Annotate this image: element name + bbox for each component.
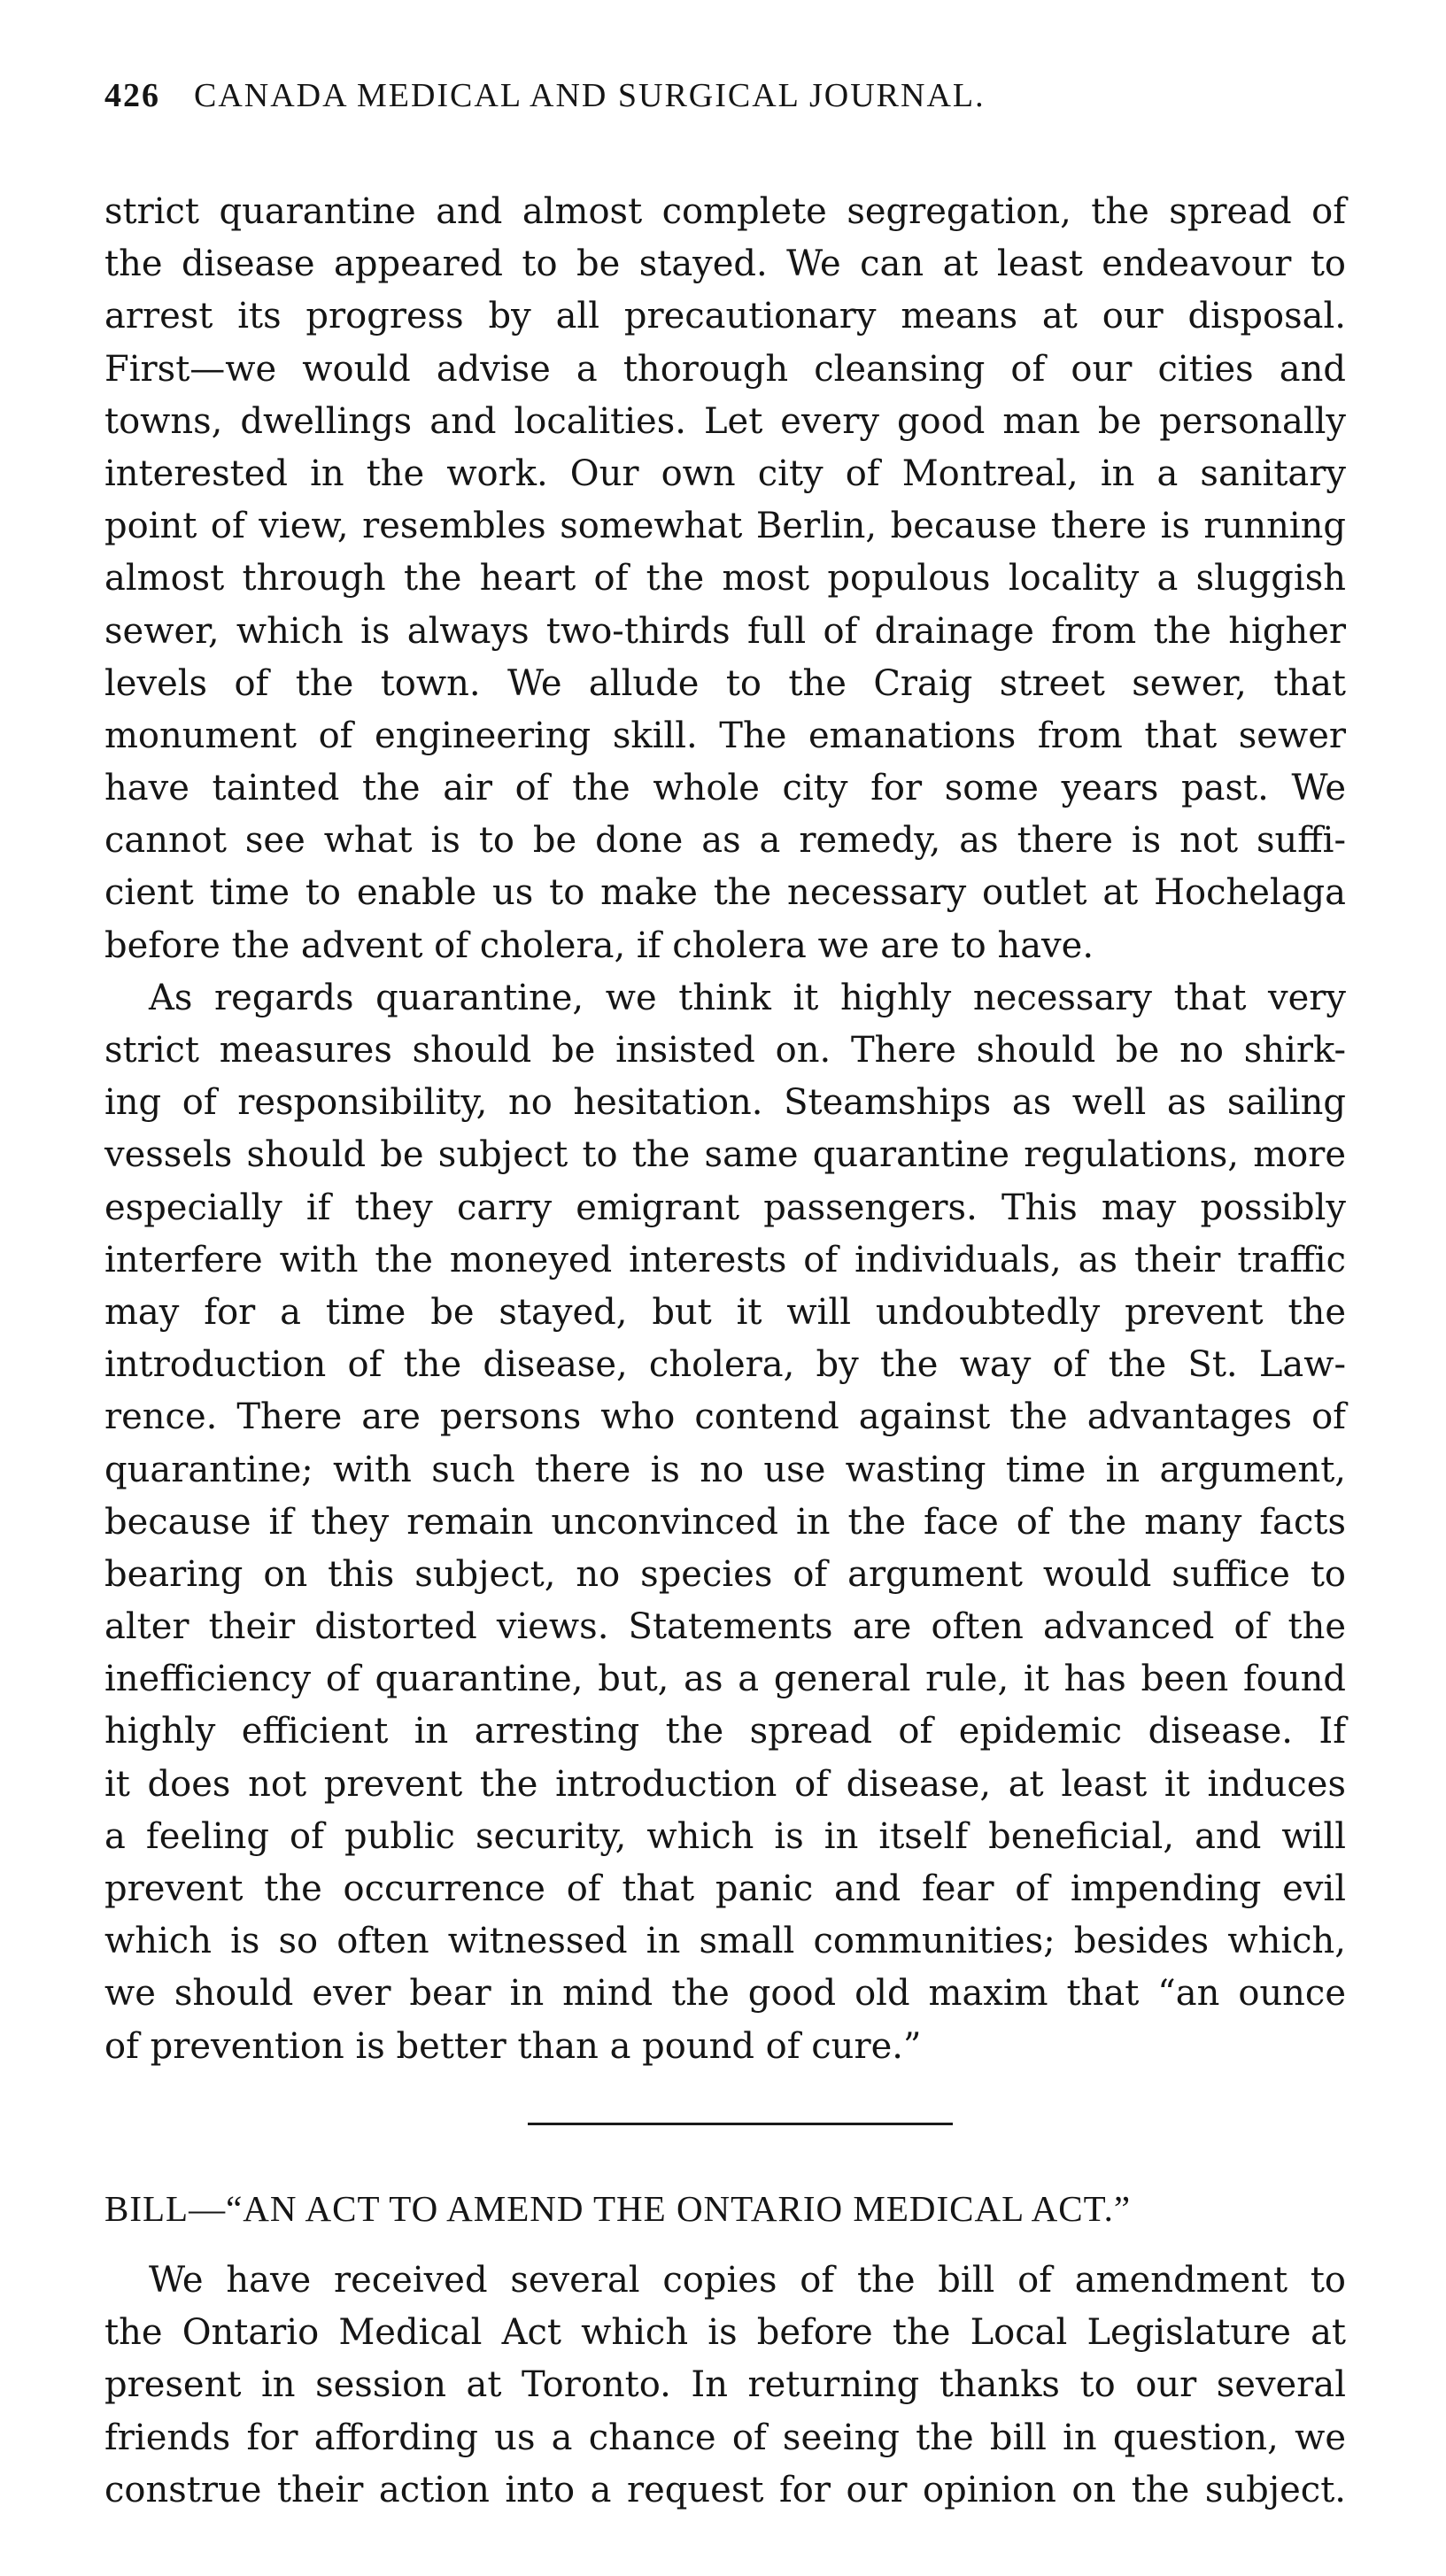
text-line: arrest its progress by all precautionary means at our disposal.	[104, 296, 1346, 337]
section-divider	[528, 2123, 953, 2125]
text-line: strict quarantine and almost complete segregation, the spread of	[104, 191, 1346, 232]
text-line: ing of responsibility, no hesitation. Steamships as well as sailing	[104, 1082, 1346, 1124]
page-number: 426	[104, 77, 160, 114]
text-line: we should ever bear in mind the good old maxim that “an ounce	[104, 1973, 1346, 2015]
text-line: rence. There are persons who contend against the advantages of	[104, 1396, 1346, 1438]
text-line: towns, dwellings and localities. Let every good man be personally	[104, 400, 1346, 442]
text-line: introduction of the disease, cholera, by the way of the St. Law-	[104, 1344, 1346, 1386]
text-line: First—we would advise a thorough cleansing of our cities and	[104, 348, 1346, 390]
text-line: inefficiency of quarantine, but, as a general rule, it has been found	[104, 1659, 1346, 1700]
text-line: a feeling of public security, which is in itself beneficial, and will	[104, 1815, 1346, 1857]
text-line: because if they remain unconvinced in the face of the many facts	[104, 1501, 1346, 1543]
text-line: cannot see what is to be done as a remedy, as there is not suffi-	[104, 820, 1346, 862]
text-line: present in session at Toronto. In returning thanks to our several	[104, 2364, 1346, 2406]
text-line: cient time to enable us to make the necessary outlet at Hochelaga	[104, 872, 1346, 914]
section-heading: BILL—“AN ACT TO AMEND THE ONTARIO MEDICAL ACT.”	[104, 2188, 1132, 2229]
text-line: highly efficient in arresting the spread of epidemic disease. If	[104, 1711, 1346, 1752]
text-line: alter their distorted views. Statements are often advanced of the	[104, 1606, 1346, 1648]
text-line: the disease appeared to be stayed. We can at least endeavour to	[104, 244, 1346, 285]
text-line: may for a time be stayed, but it will undoubtedly prevent the	[104, 1291, 1346, 1333]
text-line: As regards quarantine, we think it highly necessary that very	[149, 977, 1346, 1018]
text-line: monument of engineering skill. The emanations from that sewer	[104, 715, 1346, 756]
text-line: point of view, resembles somewhat Berlin, because there is running	[104, 506, 1346, 547]
text-line: friends for affording us a chance of seeing the bill in question, we	[104, 2417, 1346, 2458]
text-line: it does not prevent the introduction of disease, at least it induces	[104, 1763, 1346, 1805]
text-line: bearing on this subject, no species of argument would suffice to	[104, 1553, 1346, 1595]
text-line: prevent the occurrence of that panic and fear of impending evil	[104, 1868, 1346, 1909]
text-line: almost through the heart of the most populous locality a sluggish	[104, 558, 1346, 600]
text-line: levels of the town. We allude to the Craig street sewer, that	[104, 662, 1346, 704]
paragraph-quarantine-intro	[104, 186, 1346, 2073]
journal-title: CANADA MEDICAL AND SURGICAL JOURNAL.	[194, 77, 986, 114]
text-line: interfere with the moneyed interests of individuals, as their traffic	[104, 1239, 1346, 1280]
text-line: the Ontario Medical Act which is before the Local Legislature at	[104, 2312, 1346, 2354]
text-line: which is so often witnessed in small communities; besides which,	[104, 1921, 1346, 1962]
text-line: vessels should be subject to the same quarantine regulations, more	[104, 1134, 1346, 1176]
text-line: strict measures should be insisted on. There should be no shirk-	[104, 1030, 1346, 1071]
text-line: sewer, which is always two-thirds full of drainage from the higher	[104, 610, 1346, 652]
text-line: have tainted the air of the whole city for some years past. We	[104, 768, 1346, 809]
text-line: quarantine; with such there is no use wasting time in argument,	[104, 1449, 1346, 1490]
paragraph-ontario-bill	[104, 2255, 1346, 2517]
text-line: of prevention is better than a pound of cure.”	[104, 2025, 922, 2067]
text-line: interested in the work. Our own city of Montreal, in a sanitary	[104, 453, 1346, 494]
running-header	[104, 76, 1362, 129]
text-line: construe their action into a request for our opinion on the subject.	[104, 2469, 1346, 2510]
text-line: We have received several copies of the bill of amendment to	[149, 2260, 1346, 2301]
text-line: especially if they carry emigrant passengers. This may possibly	[104, 1187, 1346, 1228]
text-line: before the advent of cholera, if cholera we are to have.	[104, 924, 1094, 966]
